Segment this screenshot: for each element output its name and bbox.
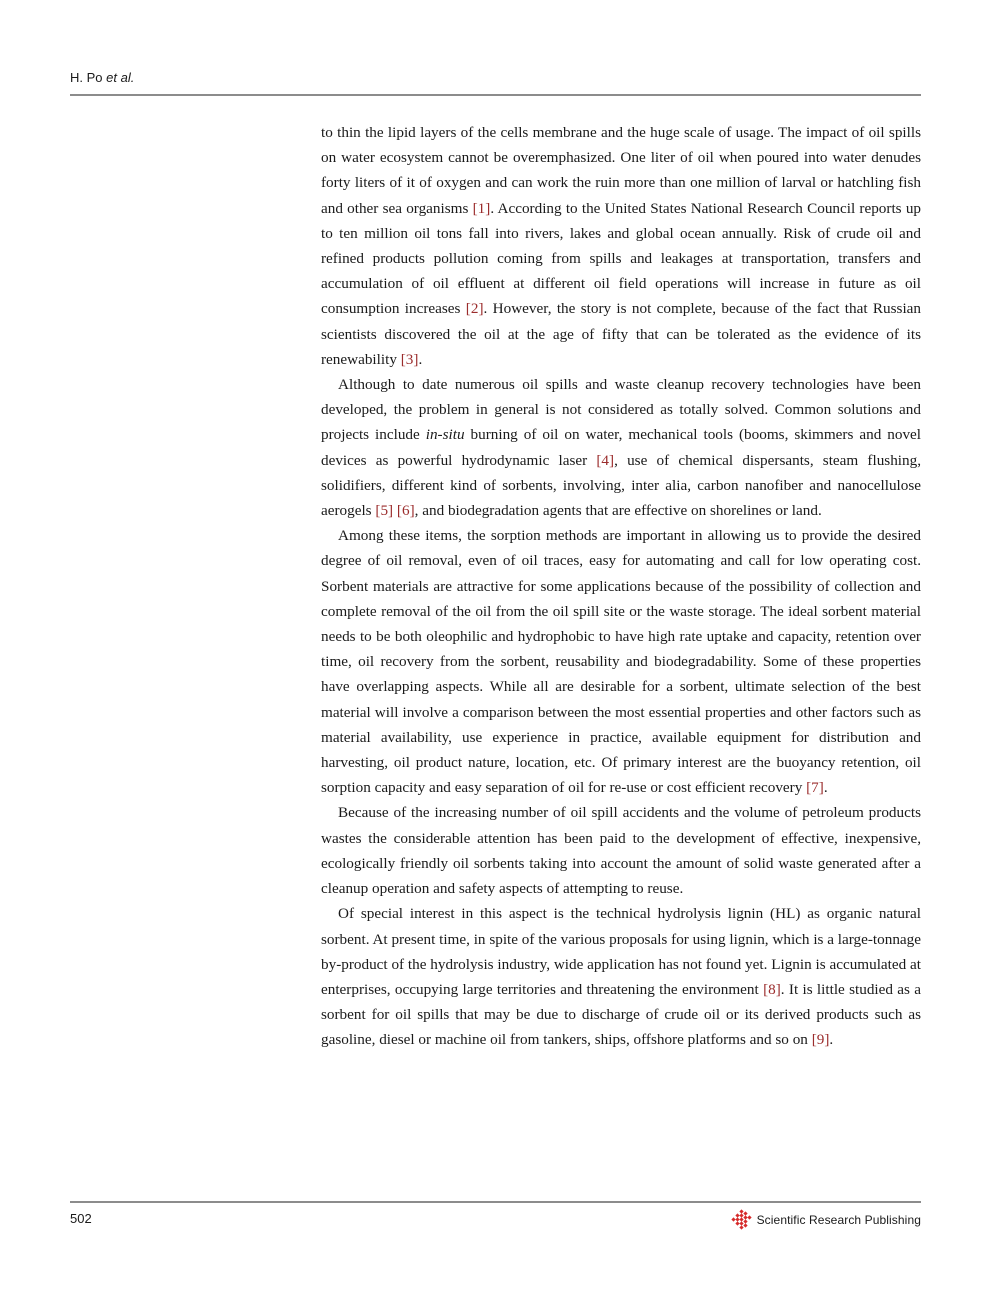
paragraph-5: Of special interest in this aspect is the technical hydrolysis lignin (HL) as organic natural sorbent. At present time, in spite of the various proposals for using lignin, which is a large-tonnage by-product of the hydrolysis industry, wide application has not found yet. Lignin is accumulated at enterprises, occupying large territories and threatening the environment [8]. It is little studied as a sorbent for oil spills that may be due to discharge of crude oil or its derived products such as gasoline, diesel or machine oil from tankers, ships, offshore platforms and so on [9].	[321, 905, 921, 1049]
scirp-diamond-logo-icon	[731, 1209, 753, 1231]
citation-link[interactable]: [1]	[472, 199, 491, 217]
citation-link[interactable]: [4]	[596, 451, 615, 469]
paragraph-2: Although to date numerous oil spills and waste cleanup recovery technologies have been developed, the problem in general is not considered as totally solved. Common solutions and projects include in-situ burning of oil on water, mechanical tools (booms, skimmers and novel devices as powerful hydrodynamic laser [4], use of chemical dispersants, steam flushing, solidifiers, different kind of sorbents, involving, inter alia, carbon nanofiber and nanocellulose aerogels [5] [6], and biodegradation agents that are effective on shorelines or land.	[321, 376, 921, 520]
citation-link[interactable]: [8]	[763, 980, 781, 998]
italic-term: in-situ	[425, 426, 465, 444]
paragraph-4: Because of the increasing number of oil spill accidents and the volume of petroleum products wastes the considerable attention has been paid to the development of effective, inexpensive, ecologically friendly oil sorbents taking into account the amount of solid waste generated after a cleanup operation and safety aspects of attempting to reuse.	[321, 804, 921, 898]
header-rule	[70, 94, 921, 96]
page-number: 502	[70, 1211, 92, 1226]
running-head-author: H. Po	[70, 70, 103, 85]
citation-link[interactable]: [6]	[396, 502, 415, 520]
paragraph-3: Among these items, the sorption methods are important in allowing us to provide the desired degree of oil removal, even of oil traces, easy for automating and call for low operating cost. Sorbent materials are attractive for some applications because of the possibility of collection and complete removal of the oil from the oil spill site or the waste storage. The ideal sorbent material needs to be both oleophilic and hydrophobic to have high rate uptake and capacity, retention over time, oil recovery from the sorbent, reusability and biodegradability. Some of these properties have overlapping aspects. While all are desirable for a sorbent, ultimate selection of the best material will involve a comparison between the most essential properties and other factors such as material availability, use experience in practice, available equipment for distribution and harvesting, oil product nature, location, etc. Of primary interest are the buoyancy retention, oil sorption capacity and easy separation of oil for re-use or cost efficient recovery [7].	[321, 527, 921, 797]
citation-link[interactable]: [7]	[806, 779, 824, 797]
running-head-etal: et al.	[106, 70, 135, 85]
footer-rule	[70, 1201, 921, 1203]
publisher-branding	[731, 1209, 921, 1231]
citation-link[interactable]: [5]	[375, 502, 394, 520]
running-head	[70, 70, 134, 85]
paragraph-1: to thin the lipid layers of the cells membrane and the huge scale of usage. The impact of oil spills on water ecosystem cannot be overemphasized. One liter of oil when poured into water denudes forty liters of it of oxygen and can work the ruin more than one million of larval or hatchling fish and other sea organisms [1]. According to the United States National Research Council reports up to ten million oil tons fall into rivers, lakes and global ocean annually. Risk of crude oil and refined products pollution coming from spills and leakages at transportation, transfers and accumulation of oil effluent at different oil field operations will increase in future as oil consumption increases [2]. However, the story is not complete, because of the fact that Russian scientists discovered the oil at the age of fifty that can be tolerated as the evidence of its renewability [3].	[321, 124, 922, 368]
citation-link[interactable]: [9]	[811, 1031, 830, 1049]
citation-link[interactable]: [3]	[400, 350, 419, 368]
citation-link[interactable]: [2]	[465, 300, 484, 318]
body-text-column	[321, 120, 921, 1053]
publisher-name: Scientific Research Publishing	[756, 1213, 921, 1227]
